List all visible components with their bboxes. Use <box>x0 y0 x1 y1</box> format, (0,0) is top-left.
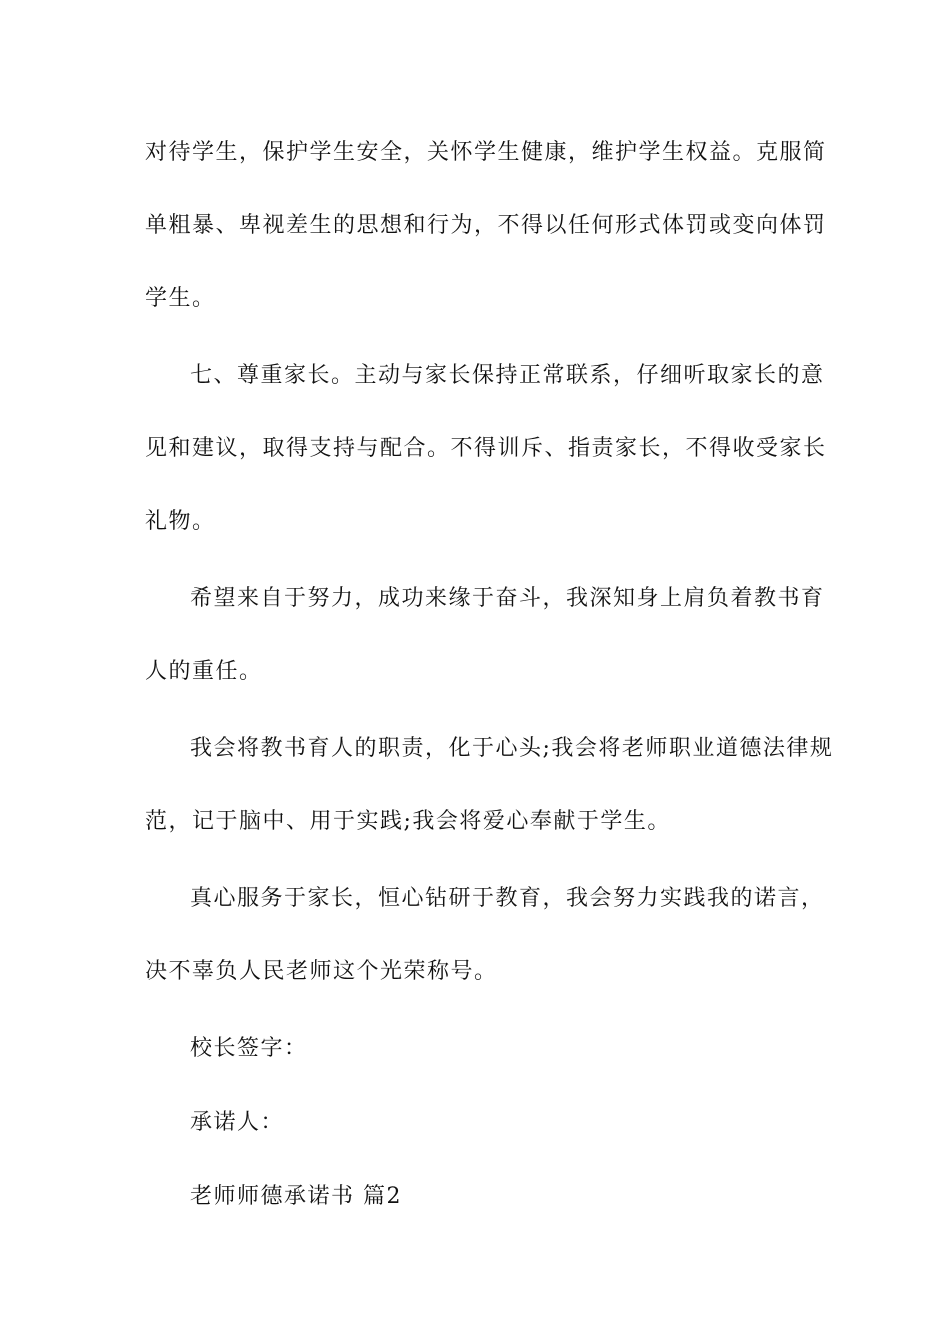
paragraph-line: 希望来自于努力，成功来缘于奋斗，我深知身上肩负着教书育 <box>190 586 825 611</box>
principal-signature-label: 校长签字： <box>190 1036 308 1061</box>
paragraph-line: 决不辜负人民老师这个光荣称号。 <box>145 959 498 984</box>
paragraph-line: 我会将教书育人的职责，化于心头;我会将老师职业道德法律规 <box>190 736 834 761</box>
paragraph-line: 礼物。 <box>145 509 216 534</box>
promiser-label: 承诺人： <box>190 1110 285 1135</box>
paragraph-line: 真心服务于家长，恒心钻研于教育，我会努力实践我的诺言， <box>190 886 825 911</box>
paragraph-line: 见和建议，取得支持与配合。不得训斥、指责家长，不得收受家长 <box>145 436 827 461</box>
section-heading: 老师师德承诺书 篇2 <box>190 1184 402 1209</box>
paragraph-line: 对待学生，保护学生安全，关怀学生健康，维护学生权益。克服简 <box>145 140 827 165</box>
paragraph-line: 学生。 <box>145 286 216 311</box>
paragraph-line: 七、尊重家长。主动与家长保持正常联系，仔细听取家长的意 <box>190 363 825 388</box>
paragraph-line: 单粗暴、卑视差生的思想和行为，不得以任何形式体罚或变向体罚 <box>145 213 827 238</box>
paragraph-line: 范，记于脑中、用于实践;我会将爱心奉献于学生。 <box>145 809 671 834</box>
paragraph-line: 人的重任。 <box>145 659 263 684</box>
